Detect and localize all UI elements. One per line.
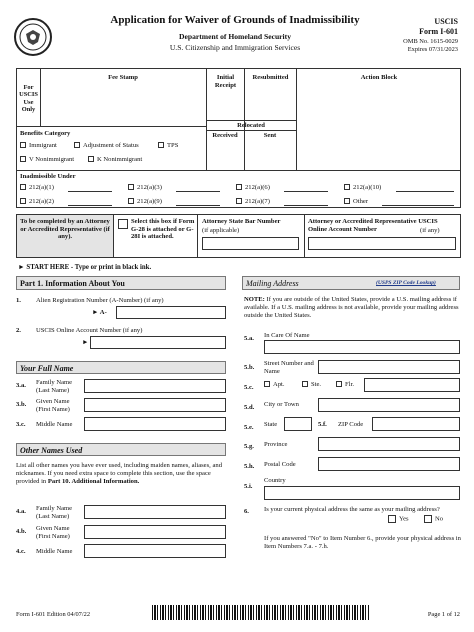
attorney-online-account-input[interactable]: [308, 237, 456, 250]
checkbox[interactable]: [302, 381, 308, 387]
page-number: Page 1 of 12: [427, 611, 460, 618]
checkbox[interactable]: [128, 198, 134, 204]
dept-name: Department of Homeland Security: [179, 32, 291, 41]
g28-label: Select this box if Form G-28 is attached or G-28I is attached.: [131, 218, 195, 241]
family-name-label: Family Name (Last Name): [36, 379, 73, 394]
form-edition: Form I-601 Edition 04/07/22: [16, 611, 91, 618]
relocated-label: Relocated: [237, 122, 265, 129]
omb-number: OMB No. 1615-0029: [403, 38, 458, 45]
agency-name: U.S. Citizenship and Immigration Services: [169, 43, 301, 52]
expiration-date: Expires 07/31/2023: [407, 46, 458, 53]
uscis-label: USCIS: [434, 17, 458, 26]
online-account-number-input[interactable]: [90, 336, 226, 349]
inadmissible-212a7[interactable]: 212(a)(7): [236, 198, 270, 206]
bar-applicable-label: (if applicable): [202, 227, 240, 234]
apt-number-input[interactable]: [364, 378, 460, 392]
inadmissible-212a2[interactable]: 212(a)(2): [20, 198, 54, 206]
inadmissible-212a10[interactable]: 212(a)(10): [344, 184, 381, 192]
sent-label: Sent: [263, 132, 277, 139]
online-account-label: Attorney or Accredited Representative USCIS Online Account Number: [308, 218, 438, 233]
attorney-instructions: To be completed by an Attorney or Accredited Representative (if any).: [20, 218, 110, 241]
checkbox[interactable]: [20, 156, 26, 162]
province-input[interactable]: [318, 437, 460, 451]
online-if-any-label: (if any): [420, 227, 440, 234]
other-given-name-input[interactable]: [84, 525, 226, 539]
checkbox[interactable]: [128, 184, 134, 190]
city-input[interactable]: [318, 398, 460, 412]
given-name-label: Given Name (First Name): [36, 398, 70, 413]
inadmissible-212a9[interactable]: 212(a)(9): [128, 198, 162, 206]
action-block-label: Action Block: [360, 74, 398, 81]
in-care-of-input[interactable]: [264, 340, 460, 354]
bar-number-label: Attorney State Bar Number: [202, 218, 281, 225]
in-care-of-label: In Care Of Name: [264, 332, 310, 339]
checkbox[interactable]: [424, 515, 432, 523]
benefit-tps[interactable]: TPS: [158, 142, 178, 150]
fee-stamp-label: Fee Stamp: [108, 74, 138, 81]
checkbox[interactable]: [88, 156, 94, 162]
received-label: Received: [212, 132, 238, 139]
mailing-note: NOTE: If you are outside of the United States, provide a U.S. mailing address if available. If a U.S. mailing address is not available, provide your mailing address outside the United States.: [244, 296, 459, 320]
checkbox[interactable]: [20, 142, 26, 148]
form-title: Application for Waiver of Grounds of Inadmissibility: [110, 14, 360, 26]
street-input[interactable]: [318, 360, 460, 374]
initial-receipt-label: Initial Receipt: [214, 74, 237, 89]
checkbox[interactable]: [336, 381, 342, 387]
same-address-no[interactable]: No: [424, 515, 443, 523]
city-label: City or Town: [264, 401, 299, 408]
benefit-k-nonimmigrant[interactable]: K Nonimmigrant: [88, 156, 142, 164]
checkbox[interactable]: [344, 198, 350, 204]
checkbox[interactable]: [344, 184, 350, 190]
zip-label: ZIP Code: [338, 421, 364, 428]
checkbox[interactable]: [236, 198, 242, 204]
part1-header: Part 1. Information About You: [16, 276, 226, 290]
other-family-name-label: Family Name (Last Name): [36, 505, 73, 520]
usps-zip-lookup-link[interactable]: (USPS ZIP Code Lookup): [376, 280, 436, 286]
barcode: [152, 605, 370, 620]
checkbox[interactable]: [264, 381, 270, 387]
country-label: Country: [264, 477, 286, 484]
checkbox[interactable]: [236, 184, 242, 190]
postal-code-input[interactable]: [318, 457, 460, 471]
for-uscis-use-only: For USCIS Use Only: [19, 84, 38, 114]
checkbox[interactable]: [388, 515, 396, 523]
flr-checkbox[interactable]: Flr.: [336, 381, 354, 389]
middle-name-input[interactable]: [84, 417, 226, 431]
other-names-header: Other Names Used: [16, 443, 226, 456]
a-number-input[interactable]: [116, 306, 226, 319]
dhs-seal-icon: [14, 18, 52, 56]
inadmissible-under-label: Inadmissible Under: [20, 173, 76, 180]
other-middle-name-input[interactable]: [84, 544, 226, 558]
same-address-question: Is your current physical address the same as your mailing address?: [264, 506, 440, 513]
other-names-instructions: List all other names you have ever used, including maiden names, aliases, and nicknames. If you need extra space to complete this section, use the space provided in Part 10. Additional Information.: [16, 462, 222, 486]
g28-checkbox[interactable]: [118, 219, 128, 229]
zip-input[interactable]: [372, 417, 460, 431]
apt-checkbox[interactable]: Apt.: [264, 381, 285, 389]
checkbox[interactable]: [158, 142, 164, 148]
other-middle-name-label: Middle Name: [36, 548, 73, 555]
start-here-instruction: ► START HERE - Type or print in black ink.: [18, 264, 152, 271]
benefits-category-label: Benefits Category: [20, 130, 71, 137]
checkbox[interactable]: [74, 142, 80, 148]
province-label: Province: [264, 441, 288, 448]
inadmissible-212a6[interactable]: 212(a)(6): [236, 184, 270, 192]
bar-number-input[interactable]: [202, 237, 299, 250]
state-label: State: [264, 421, 278, 428]
country-input[interactable]: [264, 486, 460, 500]
given-name-input[interactable]: [84, 398, 226, 412]
ste-checkbox[interactable]: Ste.: [302, 381, 321, 389]
mailing-address-header: Mailing Address: [242, 276, 460, 290]
a-number-label: Alien Registration Number (A-Number) (if any): [36, 297, 164, 304]
benefit-adjustment[interactable]: Adjustment of Status: [74, 142, 139, 150]
benefit-immigrant[interactable]: Immigrant: [20, 142, 57, 150]
inadmissible-other[interactable]: Other: [344, 198, 368, 206]
other-family-name-input[interactable]: [84, 505, 226, 519]
inadmissible-212a3[interactable]: 212(a)(3): [128, 184, 162, 192]
online-account-number-label: USCIS Online Account Number (if any): [36, 327, 143, 334]
family-name-input[interactable]: [84, 379, 226, 393]
other-given-name-label: Given Name (First Name): [36, 525, 70, 540]
inadmissible-212a1[interactable]: 212(a)(1): [20, 184, 54, 192]
street-label: Street Number and Name: [264, 360, 314, 375]
benefit-v-nonimmigrant[interactable]: V Nonimmigrant: [20, 156, 74, 164]
a-number-prefix: ► A-: [92, 309, 107, 316]
postal-code-label: Postal Code: [264, 461, 296, 468]
full-name-header: Your Full Name: [16, 361, 226, 374]
if-no-instructions: If you answered "No" to Item Number 6., provide your physical address in Item Numbers 7.a. - 7.h.: [264, 535, 461, 551]
state-select[interactable]: [284, 417, 312, 431]
checkbox[interactable]: [20, 198, 26, 204]
checkbox[interactable]: [20, 184, 26, 190]
middle-name-label: Middle Name: [36, 421, 73, 428]
online-account-prefix: ►: [82, 339, 89, 346]
resubmitted-label: Resubmitted: [252, 74, 289, 81]
form-number: Form I-601: [419, 27, 458, 36]
same-address-yes[interactable]: Yes: [388, 515, 409, 523]
